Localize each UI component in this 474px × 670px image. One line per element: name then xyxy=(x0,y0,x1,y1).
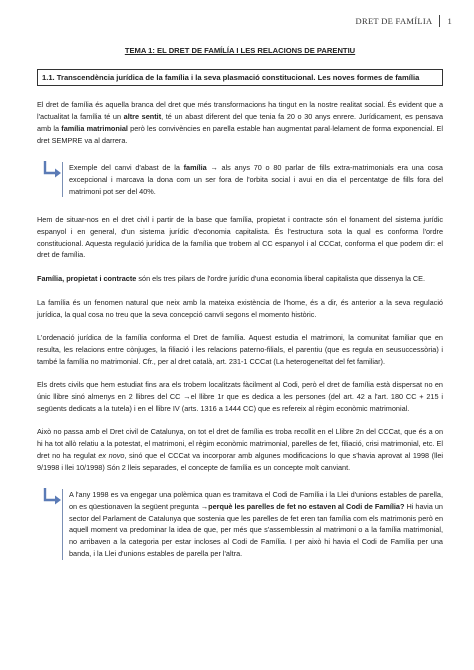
header-title: DRET DE FAMÍLIA xyxy=(355,16,433,26)
header-separator xyxy=(439,15,440,27)
paragraph-4: La família és un fenomen natural que neix amb la mateixa existència de l'home, és a dir, és anterior a la seva regulació jurídica, la qual cosa no treu que la seva concepció canvïi segons el momento històric. xyxy=(37,297,443,319)
example-callout xyxy=(37,158,443,201)
document-body xyxy=(37,45,443,577)
paragraph-5: L'ordenació jurídica de la família conforma el Dret de família. Aquest estudia el matrimoni, la comunitat familiar que en resulta, les relacions entre cònjuges, la filiació i les relacions paterno-filials, el parentiu (que es regula en seusuccessòria) i també la família no matrimonial. Cfr., per al dret català, art. 231-1 CCCat (La heterogeneïtat del fet familiar). xyxy=(37,333,443,366)
bent-arrow-icon xyxy=(41,487,63,507)
callout-text: A l'any 1998 es va engegar una polèmica quan es tramitava el Codi de Família i la Llei d'unions estables de parella, on es qüestionaven la següent pregunta →perquè les parelles de fet no estaven al Codi de Família? Hi havia un sector del Parlament de Catalunya que sostenia que les parelles de fet eren tan família com els matrimonis però en aquell moment va predominar la idea de que, per més que s'assemblessin al matrimoni o a la família matrimonial, no arribaven a la categoria per estar incloses al Codi de Família. I per això hi havia el Codi de Família per una banda, i la Llei d'unions estables de parella per l'altra. xyxy=(62,489,443,559)
section-heading: 1.1. Transcendència jurídica de la família i la seva plasmació constitucional. Les noves formes de família xyxy=(37,69,443,87)
page-number: 1 xyxy=(447,16,452,26)
paragraph-3: Família, propietat i contracte són els tres pilars de l'ordre jurídic d'una economia liberal capitalista que dissenya la CE. xyxy=(37,274,426,284)
paragraph-1: El dret de família és aquella branca del dret que més transformacions ha tingut en la nostre realitat social. És evident que a l'actualitat la família té un altre sentit, té un abast diferent del que tenia fa 20 o 30 anys enrere. Jurídicament, es pensava amb la família matrimonial però les convivències en parella estable han augmentat paral·lelament de forma exponencial. El dret SEMPRE va al darrera. xyxy=(37,100,444,145)
running-header xyxy=(356,15,452,27)
paragraph-2: Hem de situar-nos en el dret civil i partir de la base que família, propietat i contracte són el fonament del sistema jurídic espanyol i en general, d'un sistema jurídic d'economia capitalista. És l'estructura sota la qual es conforma l'ordre constitucional. Aquesta regulació jurídica de la família que trobem al CC espanyol i al CCCat, conforma el que podem dir: el dret de família. xyxy=(37,215,443,260)
polemic-callout xyxy=(37,485,443,563)
chapter-title: TEMA 1: EL DRET DE FAMÍLÍA I LES RELACIONS DE PARENTIU xyxy=(124,46,356,55)
callout-text: Exemple del canvi d'abast de la família → als anys 70 o 80 parlar de fills extra-matrimonials era una cosa excepcional i marcava la dona com un ser fora de l'orbita social i avui en dia el percentatge de fills fora del matrimoni pot ser del 40%. xyxy=(62,162,443,197)
paragraph-7: Això no passa amb el Dret civil de Catalunya, on tot el dret de família es troba recollit en el Llibre 2n del CCCat, que és a on hi ha tot allò relatiu a la potestat, el matrimoni, el règim econòmic matrimonial, parelles de fet, filiació, crisi matrimonial, etc. El dret no ha regulat ex novo, sinó que el CCCat va incorporar amb algunes modificacions lo que s'havia aprovat al 1998 (llei 9/1998 i llei 10/1998) Són 2 lleis separades, el concepte de família es un concepte molt canviant. xyxy=(37,427,443,472)
bent-arrow-icon xyxy=(41,160,63,180)
paragraph-6: Els drets civils que hem estudiat fins ara els trobem localitzats fàcilment al Codi, però el dret de família està dispersat no en únic llibre sinó almenys en 2 llibres del CC →el llibre 1r que es dedica a les persones (del art. 42 a l'art. 180 CC + 215 i següents dedicats a la tutela) i en el llibre IV (arts. 1316 a 1444 CC) que es refereix al règim econòmic matrimonial. xyxy=(37,380,443,413)
